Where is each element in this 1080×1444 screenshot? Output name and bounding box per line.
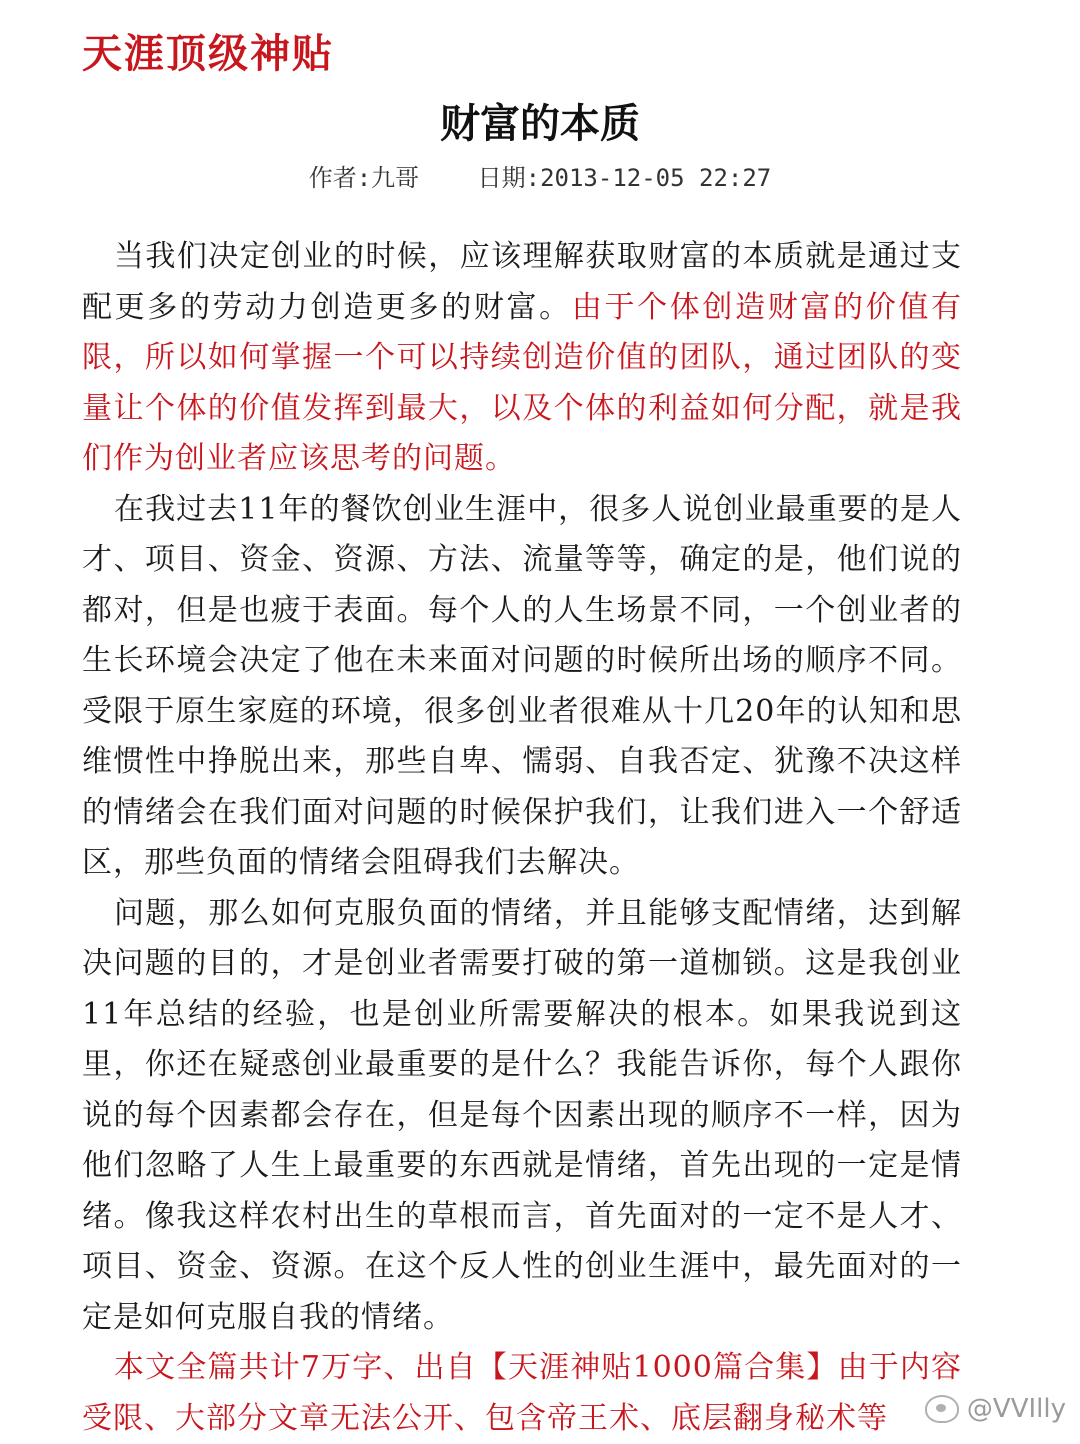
watermark-handle: @VVIlly [966, 1394, 1066, 1424]
paragraph-1-highlight: 由于个体创造财富的价值有限，所以如何掌握一个可以持续创造价值的团队，通过团队的变量让个体的价值发挥到最大，以及个体的利益如何分配，就是我们作为创业者应该思考的问题。 [82, 289, 963, 476]
weibo-icon [925, 1395, 959, 1423]
paragraph-1-text: 当我们决定创业的时候，应该理解获取财富的本质就是通过支配更多的劳动力创造更多的财富。 [82, 239, 962, 325]
article-title: 财富的本质 [440, 101, 640, 147]
paragraph-4-promo: 本文全篇共计7万字、出自【天涯神贴1000篇合集】由于内容受限、大部分文章无法公开、包含帝王术、底层翻身秘术等 [82, 1350, 962, 1436]
paragraph-2: 在我过去11年的餐饮创业生涯中，很多人说创业最重要的是人才、项目、资金、资源、方法、流量等等，确定的是，他们说的都对，但是也疲于表面。每个人的人生场景不同，一个创业者的生长环境会决定了他在未来面对问题的时候所出场的顺序不同。受限于原生家庭的环境，很多创业者很难从十几20年的认知和思维惯性中挣脱出来，那些自卑、懦弱、自我否定、犹豫不决这样的情绪会在我们面对问题的时候保护我们，让我们进入一个舒适区，那些负面的情绪会阻碍我们去解决。 [82, 491, 962, 880]
article-body [82, 232, 962, 1444]
site-brand: 天涯顶级神贴 [82, 31, 334, 77]
article-meta [0, 158, 1080, 193]
date: 日期:2013-12-05 22:27 [477, 164, 772, 192]
author: 作者:九哥 [308, 164, 420, 192]
watermark [925, 1394, 1066, 1424]
paragraph-1 [82, 232, 962, 485]
paragraph-3: 问题，那么如何克服负面的情绪，并且能够支配情绪，达到解决问题的目的，才是创业者需要打破的第一道枷锁。这是我创业11年总结的经验，也是创业所需要解决的根本。如果我说到这里，你还在疑惑创业最重要的是什么？我能告诉你，每个人跟你说的每个因素都会存在，但是每个因素出现的顺序不一样，因为他们忽略了人生上最重要的东西就是情绪，首先出现的一定是情绪。像我这样农村出生的草根而言，首先面对的一定不是人才、项目、资金、资源。在这个反人性的创业生涯中，最先面对的一定是如何克服自我的情绪。 [82, 895, 962, 1335]
